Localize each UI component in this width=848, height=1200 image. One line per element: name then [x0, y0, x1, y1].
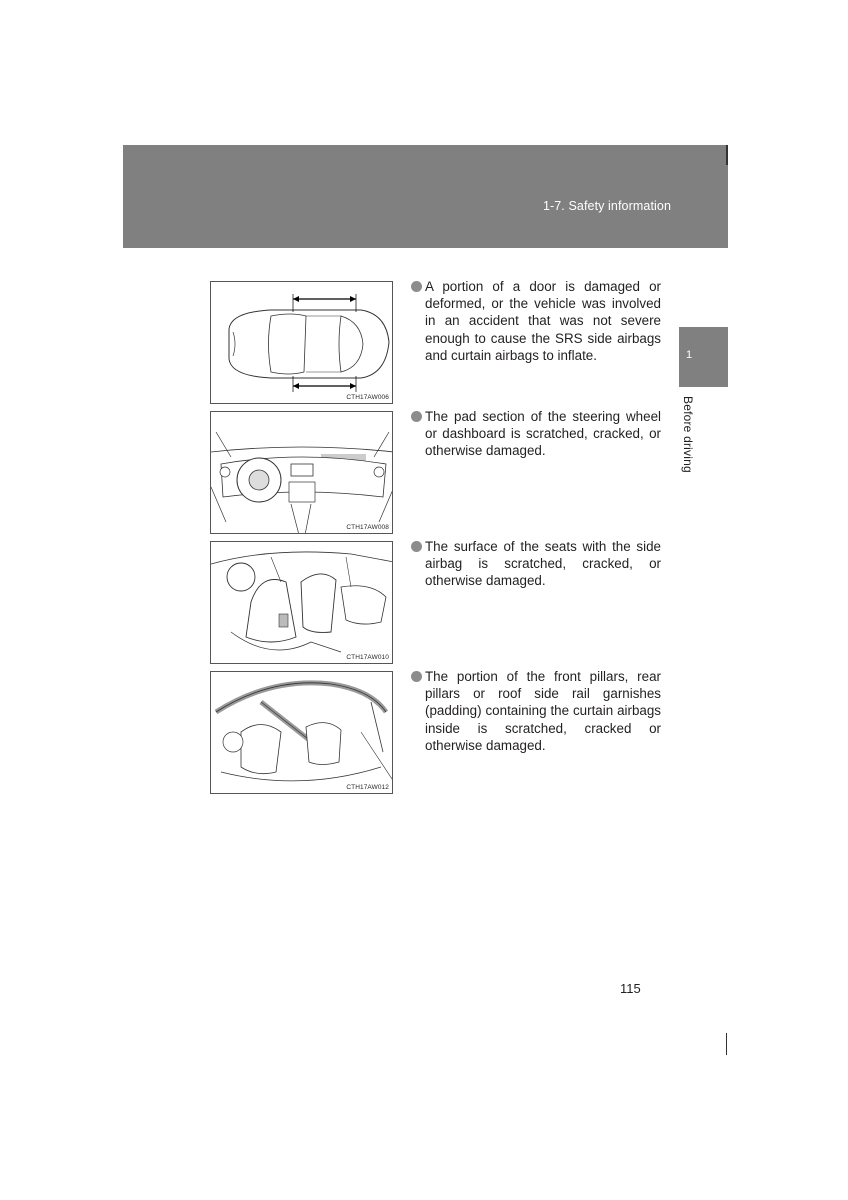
figure-seats [210, 541, 393, 664]
list-item [411, 668, 661, 754]
list-item-text: A portion of a door is damaged or deformed, or the vehicle was involved in an accident that was not severe enough to cause the SRS side airbags and curtain airbags to inflate. [425, 279, 661, 363]
dashboard-illustration [211, 412, 393, 534]
list-item [411, 278, 661, 364]
header-tick [726, 145, 728, 165]
figure-code: CTH17AW008 [346, 524, 389, 531]
figure-code: CTH17AW006 [346, 394, 389, 401]
margin-tick [726, 1033, 727, 1055]
bullet-icon [411, 411, 422, 422]
figure-code: CTH17AW012 [346, 784, 389, 791]
list-item-text: The surface of the seats with the side airbag is scratched, cracked, or otherwise damaged. [425, 539, 661, 589]
chapter-label: Before driving [681, 396, 695, 473]
figure-dashboard [210, 411, 393, 534]
bullet-icon [411, 671, 422, 682]
figure-code: CTH17AW010 [346, 654, 389, 661]
bullet-icon [411, 541, 422, 552]
figure-pillars [210, 671, 393, 794]
list-item-text: The portion of the front pillars, rear pillars or roof side rail garnishes (padding) containing the curtain airbags inside is scratched, cracked or otherwise damaged. [425, 669, 661, 753]
page-number: 115 [620, 981, 641, 996]
car-top-view-illustration [211, 282, 393, 404]
figure-car-top-view [210, 281, 393, 404]
list-item [411, 408, 661, 460]
seats-illustration [211, 542, 393, 664]
chapter-number: 1 [686, 349, 693, 361]
list-item [411, 538, 661, 590]
pillars-illustration [211, 672, 393, 794]
header-band [123, 145, 728, 248]
bullet-icon [411, 281, 422, 292]
list-item-text: The pad section of the steering wheel or dashboard is scratched, cracked, or otherwise damaged. [425, 409, 661, 459]
section-title: 1-7. Safety information [542, 199, 671, 213]
